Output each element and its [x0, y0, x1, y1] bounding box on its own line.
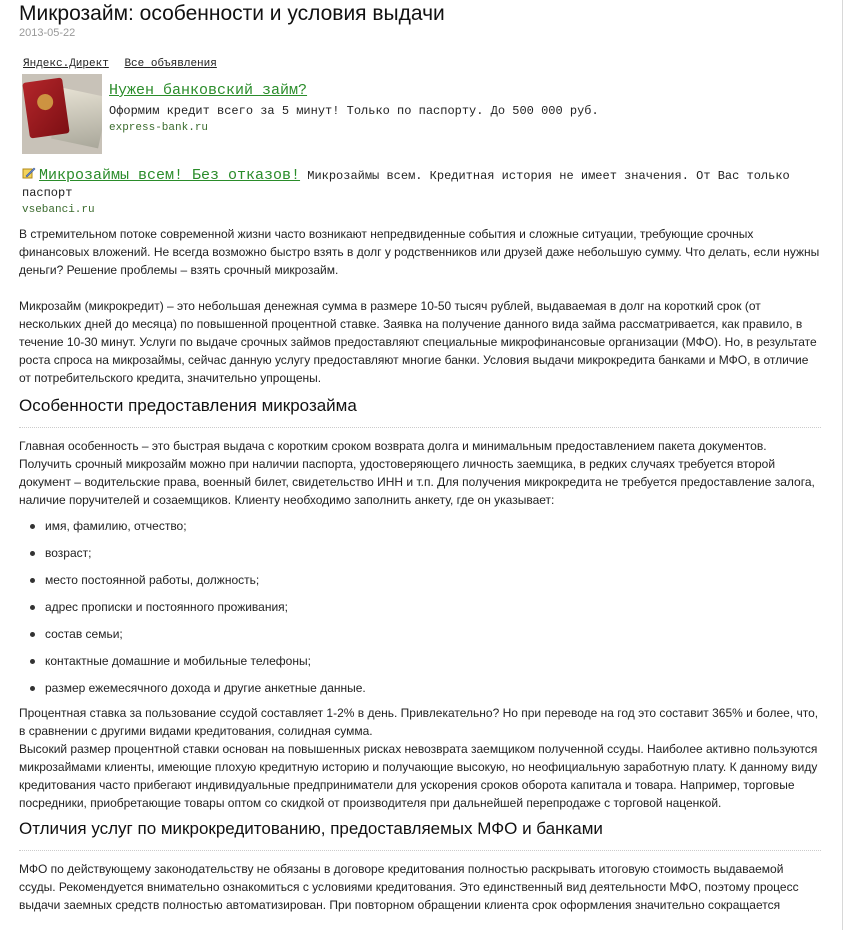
rate-paragraph: Процентная ставка за пользование ссудой составляет 1-2% в день. Привлекательно? Но при переводе на год это составит 365% и более, что, в сравнении с другими видами кредитования, солидная сумма. — [19, 706, 819, 738]
ad-item-2[interactable] — [22, 166, 821, 217]
risk-paragraph: Высокий размер процентной ставки основан на повышенных рисках невозврата заемщиком полученной ссуды. Наиболее активно пользуются микрозаймами клиенты, имеющие плохую кредитную историю и получающие высокую, но неофициальную заработную плату. К данному виду кредитования часто прибегают индивидуальные предприниматели для ускорения сроков оборота капитала и товара. Например, торговые посредники, приобретающие товары оптом со скидкой от производителя при дальнейшей перепродаже с торговой наценкой. — [19, 742, 818, 810]
passport-shape — [22, 77, 69, 138]
list-item: возраст; — [26, 546, 821, 560]
ad-domain[interactable]: express-bank.ru — [109, 122, 209, 134]
yandex-direct-link[interactable]: Яндекс.Директ — [23, 58, 109, 70]
list-item: размер ежемесячного дохода и другие анкетные данные. — [26, 681, 821, 695]
list-item: место постоянной работы, должность; — [26, 573, 821, 587]
all-ads-link[interactable]: Все объявления — [124, 58, 217, 70]
ad-domain[interactable]: vsebanci.ru — [22, 204, 95, 216]
ad-text: Оформим кредит всего за 5 минут! Только по паспорту. До 500 000 руб. — [109, 104, 599, 118]
section-heading-differences: Отличия услуг по микрокредитованию, предоставляемых МФО и банками — [19, 818, 821, 851]
intro-paragraph: В стремительном потоке современной жизни часто возникают непредвиденные события и сложные ситуации, требующие срочных финансовых вложений. Не всегда возможно быстро взять в долг у родственников или друзей даже небольшую сумму. Что делать, если нужны деньги? Решение проблемы – взять срочный микрозайм. — [19, 227, 820, 277]
ad-title-link[interactable]: Микрозаймы всем! Без отказов! — [39, 167, 301, 184]
ad-title-link[interactable]: Нужен банковский займ? — [109, 82, 308, 99]
ads-block — [19, 58, 821, 217]
ad-body — [109, 82, 599, 154]
list-item: адрес прописки и постоянного проживания; — [26, 600, 821, 614]
page-title: Микрозайм: особенности и условия выдачи — [19, 2, 445, 25]
list-item: контактные домашние и мобильные телефоны; — [26, 654, 821, 668]
pencil-icon — [22, 166, 36, 180]
publish-date: 2013-05-22 — [19, 27, 76, 39]
features-paragraph: Главная особенность – это быстрая выдача с коротким сроком возврата долга и минимальным предоставлением пакета документов. Получить срочный микрозайм можно при наличии паспорта, удостоверяющего личность заемщика, в редких случаях требуется второй документ – водительские права, военный билет, свидетельство ИНН и т.п. Для получения микрокредита не требуется предоставление залога, наличие поручителей и созаемщиков. Клиенту необходимо заполнить анкету, где он указывает: — [19, 439, 815, 507]
definition-paragraph: Микрозайм (микрокредит) – это небольшая денежная сумма в размере 10-50 тысяч рублей, выдаваемая в долг на короткий срок (от нескольких дней до месяца) по повышенной процентной ставке. Заявка на получение данного вида займа рассматривается, как правило, в течение 10-30 минут. Услуги по выдаче срочных займов предоставляют специальные микрофинансовые организации (МФО). Но, в результате роста спроса на микрозаймы, сейчас данную услугу предоставляют многие банки. Условия выдачи микрокредита банками и МФО, в отличие от потребительского кредита, значительно упрощены. — [19, 299, 817, 385]
passport-money-image[interactable] — [22, 74, 102, 154]
page-border — [842, 0, 843, 930]
ad-text: Микрозаймы всем. Кредитная история не имеет значения. От Вас только паспорт — [22, 169, 790, 200]
list-item: имя, фамилию, отчество; — [26, 519, 821, 533]
article — [19, 0, 821, 914]
ad-item-1[interactable] — [22, 74, 821, 154]
ads-header — [23, 58, 821, 70]
list-item: состав семьи; — [26, 627, 821, 641]
section-heading-features: Особенности предоставления микрозайма — [19, 395, 821, 428]
differences-paragraph: МФО по действующему законодательству не обязаны в договоре кредитования полностью раскрывать итоговую стоимость выдаваемой ссуды. Рекомендуется внимательно ознакомиться с условиями кредитования. Это единственный вид деятельности МФО, поэтому процесс выдачи заемных средств полностью автоматизирован. При повторном обращении клиента срок оформления значительно сокращается — [19, 862, 799, 912]
application-fields-list — [19, 519, 821, 695]
